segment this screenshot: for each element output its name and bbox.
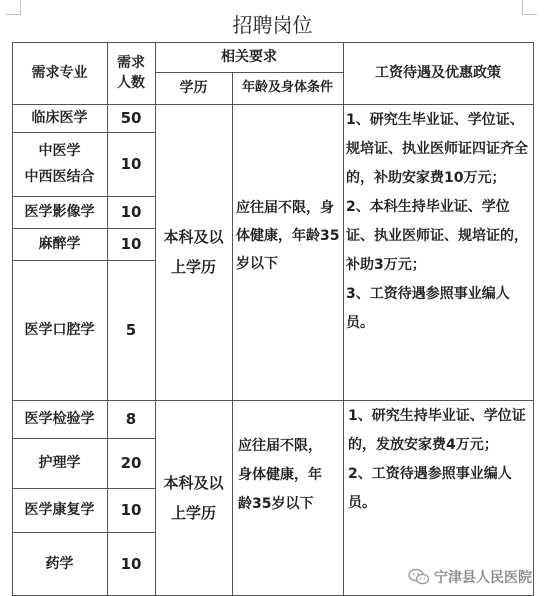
header-salary: 工资待遇及优惠政策: [375, 65, 501, 81]
count-cell: 10: [120, 501, 142, 519]
grid-line: [343, 42, 344, 596]
salary-policy-cell: 1、研究生持毕业证、学位证的，发放安家费4万元； 2、工资待遇参照事业编人员。: [348, 408, 526, 511]
watermark: [408, 565, 545, 589]
major-cell: 临床医学: [31, 110, 88, 126]
header-major: 需求专业: [31, 65, 88, 81]
header-requirements: 相关要求: [221, 49, 277, 65]
grid-line: [533, 42, 534, 596]
count-cell: 8: [125, 410, 137, 428]
watermark-text: 宁津县人民医院: [434, 570, 532, 586]
major-cell: 中医学 中西医结合: [24, 143, 95, 185]
count-cell: 10: [120, 235, 142, 253]
education-cell: 本科及以 上学历: [163, 473, 224, 522]
major-cell: 药学: [45, 555, 74, 572]
major-cell: 医学康复学: [24, 502, 95, 518]
major-cell: 医学检验学: [24, 411, 95, 427]
count-cell: 5: [125, 321, 137, 339]
header-education: 学历: [179, 80, 208, 96]
age-requirement-cell: 应往届不限， 身体健康，年 龄35岁以下: [238, 438, 322, 512]
salary-policy-cell: 1、研究生毕业证、学位证、规培证、执业医师证四证齐全的，补助安家费10万元； 2、本科生持毕业证、学位证、执业医师证、规培证的，补助3万元； 3、工资待遇参照事业编人员。: [346, 112, 528, 331]
major-cell: 医学口腔学: [24, 322, 95, 338]
major-cell: 护理学: [38, 455, 81, 471]
recruitment-table: [12, 42, 534, 596]
wechat-icon: [408, 568, 430, 586]
age-requirement-cell: 应往届不限，身体健康，年龄35岁以下: [236, 200, 340, 272]
education-cell: 本科及以 上学历: [163, 228, 224, 276]
major-cell: 麻醉学: [38, 236, 81, 252]
count-cell: 50: [120, 109, 142, 127]
header-age: 年龄及身体条件: [241, 80, 333, 95]
count-cell: 20: [120, 454, 142, 472]
count-cell: 10: [120, 155, 142, 173]
major-cell: 医学影像学: [24, 204, 95, 220]
page-title: 招聘岗位: [232, 13, 313, 37]
count-cell: 10: [120, 554, 142, 573]
grid-line: [232, 72, 233, 596]
count-cell: 10: [120, 203, 142, 221]
header-count: 需求 人数: [117, 55, 145, 91]
